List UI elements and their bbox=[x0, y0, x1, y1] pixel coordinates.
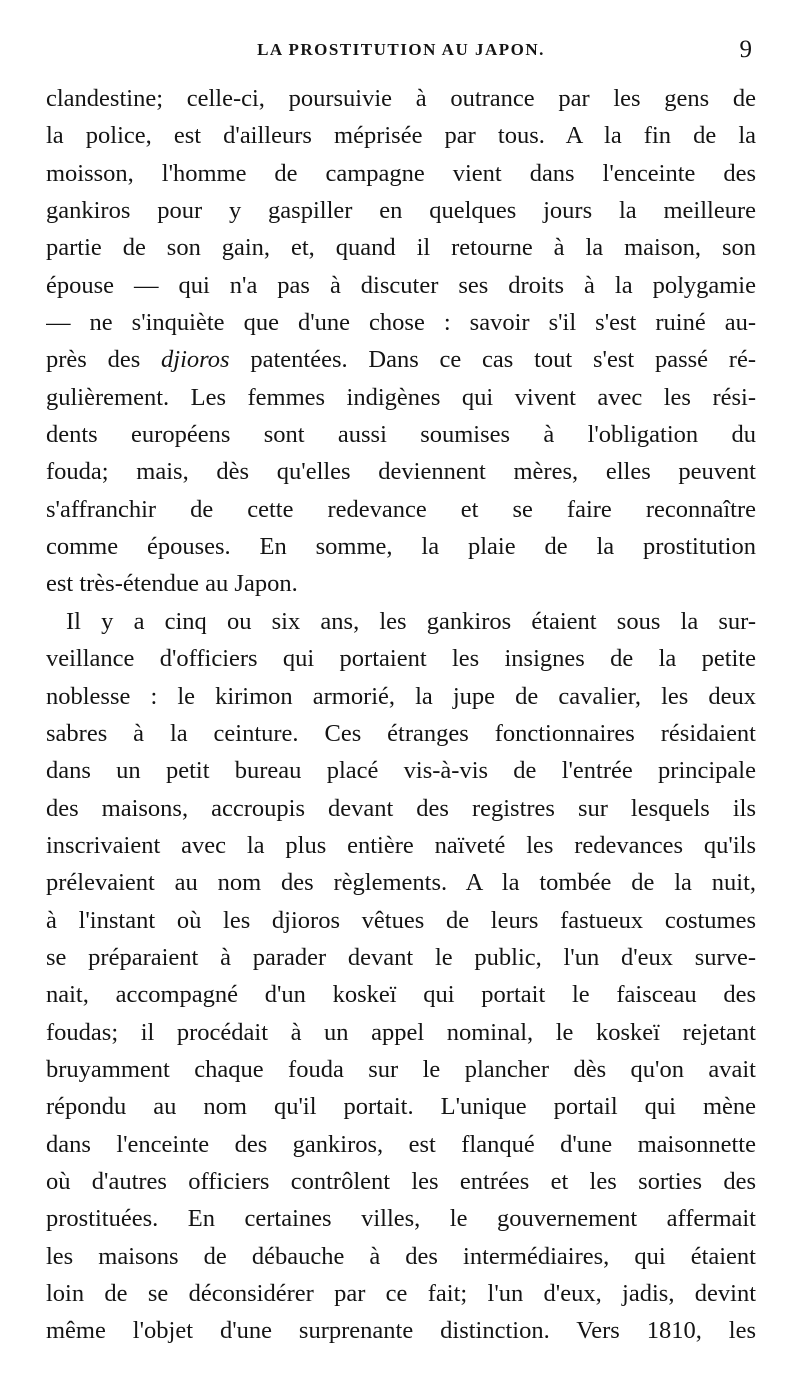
paragraph-2 bbox=[46, 603, 756, 1350]
paragraph-1 bbox=[46, 80, 756, 603]
text-line: s'affranchir de cette redevance et se faire reconnaître bbox=[46, 495, 756, 523]
text-line: prostituées. En certaines villes, le gouvernement affermait bbox=[46, 1205, 756, 1233]
text-line: foudas; il procédait à un appel nominal, le koskeï rejetant bbox=[46, 1018, 756, 1046]
body-text bbox=[46, 80, 756, 1350]
italic-word: djioros bbox=[161, 346, 230, 374]
text-line: nait, accompagné d'un koskeï qui portait le faisceau des bbox=[46, 981, 756, 1009]
text-line: clandestine; celle-ci, poursuivie à outrance par les gens de bbox=[46, 85, 756, 112]
text-line: des maisons, accroupis devant des registres sur lesquels ils bbox=[46, 794, 756, 822]
text-line: loin de se déconsidérer par ce fait; l'un d'eux, jadis, devint bbox=[46, 1280, 756, 1307]
text-line: gankiros pour y gaspiller en quelques jours la meilleure bbox=[46, 197, 756, 225]
text-line: prélevaient au nom des règlements. A la tombée de la nuit, bbox=[46, 869, 756, 897]
text-line: est très-étendue au Japon. bbox=[46, 570, 298, 598]
running-head bbox=[46, 32, 756, 68]
text-line: même l'objet d'une surprenante distinction. Vers 1810, les bbox=[46, 1317, 756, 1345]
text-line: répondu au nom qu'il portait. L'unique portail qui mène bbox=[46, 1093, 756, 1121]
text-line: partie de son gain, et, quand il retourne à la maison, son bbox=[46, 234, 756, 262]
text-line: se préparaient à parader devant le public, l'un d'eux surve- bbox=[46, 943, 756, 971]
text-line: épouse — qui n'a pas à discuter ses droits à la polygamie bbox=[46, 271, 756, 299]
text-line: où d'autres officiers contrôlent les entrées et les sorties des bbox=[46, 1167, 756, 1195]
text-line: sabres à la ceinture. Ces étranges fonctionnaires résidaient bbox=[46, 719, 756, 747]
text-line: — ne s'inquiète que d'une chose : savoir s'il s'est ruiné au- bbox=[46, 309, 756, 337]
text-line: gulièrement. Les femmes indigènes qui vivent avec les rési- bbox=[46, 383, 756, 411]
text-line: Il y a cinq ou six ans, les gankiros étaient sous la sur- bbox=[66, 607, 756, 635]
text-line: veillance d'officiers qui portaient les insignes de la petite bbox=[46, 645, 756, 673]
text-line: la police, est d'ailleurs méprisée par tous. A la fin de la bbox=[46, 122, 756, 150]
text-line: inscrivaient avec la plus entière naïveté les redevances qu'ils bbox=[46, 831, 756, 859]
text-line: dans un petit bureau placé vis-à-vis de l'entrée principale bbox=[46, 757, 756, 785]
text-line: dans l'enceinte des gankiros, est flanqué d'une maisonnette bbox=[46, 1130, 756, 1158]
running-title: LA PROSTITUTION AU JAPON. bbox=[257, 40, 545, 59]
text-line: à l'instant où les djioros vêtues de leurs fastueux costumes bbox=[46, 906, 756, 934]
text-line: près des djioros patentées. Dans ce cas tout s'est passé ré- bbox=[46, 346, 756, 374]
text-line: les maisons de débauche à des intermédiaires, qui étaient bbox=[46, 1242, 756, 1270]
text-line: dents européens sont aussi soumises à l'obligation du bbox=[46, 421, 756, 449]
text-line: moisson, l'homme de campagne vient dans l'enceinte des bbox=[46, 159, 756, 187]
text-line: fouda; mais, dès qu'elles deviennent mères, elles peuvent bbox=[46, 458, 756, 486]
text-line: comme épouses. En somme, la plaie de la prostitution bbox=[46, 533, 756, 561]
text-line: bruyamment chaque fouda sur le plancher dès qu'on avait bbox=[46, 1055, 756, 1083]
text-line: noblesse : le kirimon armorié, la jupe de cavalier, les deux bbox=[46, 682, 756, 710]
page-number: 9 bbox=[739, 36, 752, 63]
